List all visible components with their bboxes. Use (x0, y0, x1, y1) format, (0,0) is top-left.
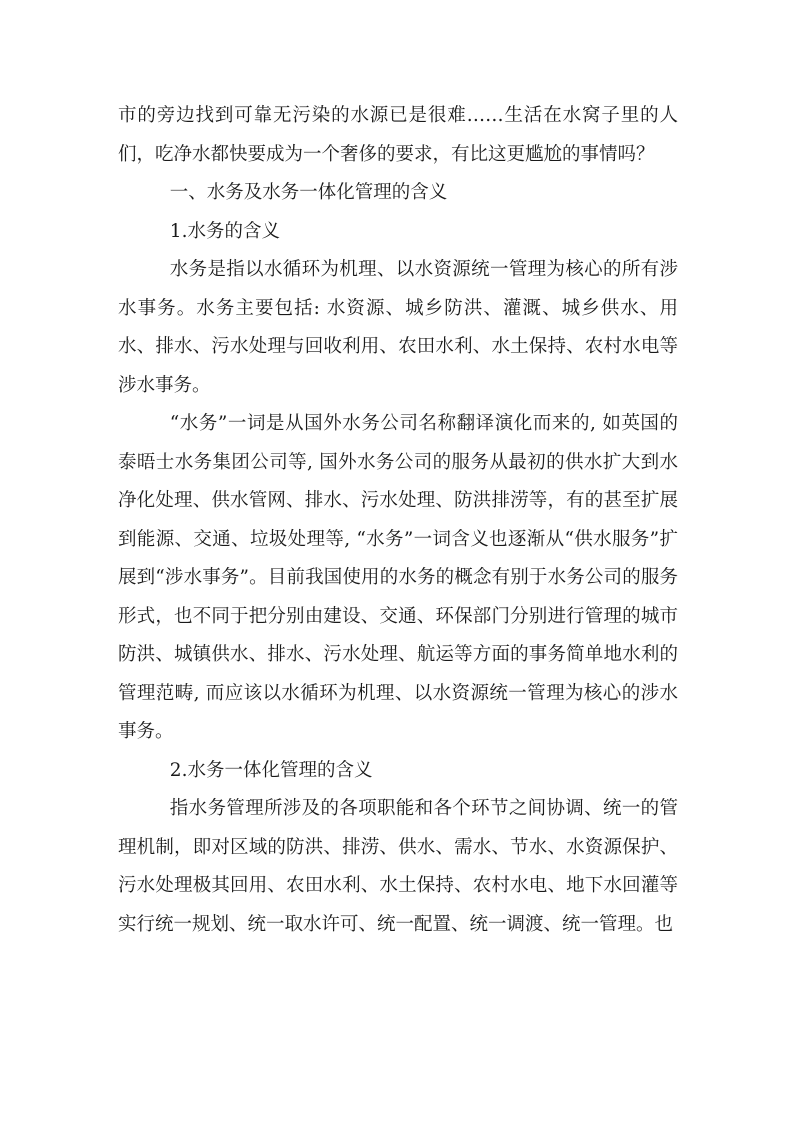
document-body (118, 97, 678, 944)
subsection-heading: 2.水务一体化管理的含义 (169, 759, 373, 781)
body-paragraph: 指水务管理所涉及的各项职能和各个环节之间协调、统一的管理机制，即对区域的防洪、排涝、供水、需水、节水、水资源保护、污水处理极其回用、农田水利、水土保持、农村水电、地下水回灌等实行统一规划、统一取水许可、统一配置、统一调渡、统一管理。也 (118, 798, 678, 935)
body-paragraph: 水务是指以水循环为机理、以水资源统一管理为核心的所有涉水事务。水务主要包括: 水资源、城乡防洪、灌溉、城乡供水、用水、排水、污水处理与回收利用、农田水利、水土保持、农村水电等涉水事务。 (118, 259, 678, 396)
subsection-heading: 1.水务的含义 (169, 220, 280, 242)
continuation-paragraph: 市的旁边找到可靠无污染的水源已是很难……生活在水窝子里的人们，吃净水都快要成为一个奢侈的要求，有比这更尴尬的事情吗？ (118, 105, 678, 165)
body-paragraph: “水务”一词是从国外水务公司名称翻译演化而来的, 如英国的泰晤士水务集团公司等, 国外水务公司的服务从最初的供水扩大到水净化处理、供水管网、排水、污水处理、防洪排涝等，有的甚至扩展到能源、交通、垃圾处理等, “水务”一词含义也逐渐从“供水服务”扩展到“涉水事务”。目前我国使用的水务的概念有别于水务公司的服务形式，也不同于把分别由建设、交通、环保部门分别进行管理的城市防洪、城镇供水、排水、污水处理、航运等方面的事务简单地水利的管理范畴, 而应该以水循环为机理、以水资源统一管理为核心的涉水事务。 (118, 413, 678, 742)
section-heading: 一、水务及水务一体化管理的含义 (169, 182, 448, 203)
